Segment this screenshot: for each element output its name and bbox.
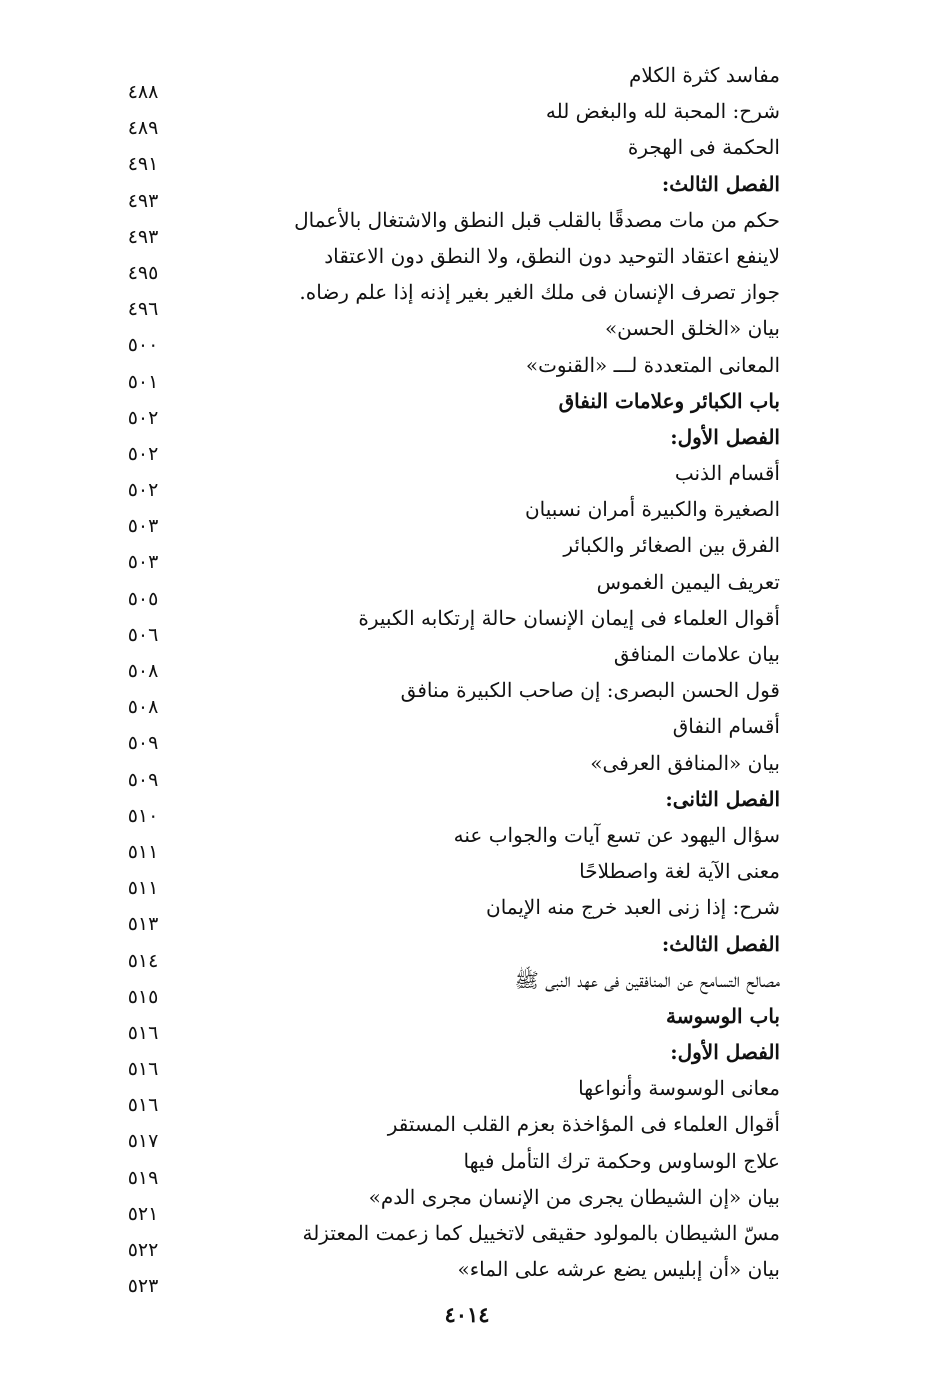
entry-title: مصالح التسامح عن المنافقين فى عهد النبى ﷺ: [514, 967, 780, 992]
toc-entry-row: [100, 1180, 780, 1225]
toc-entry-row: [100, 348, 780, 393]
entry-title: تعريف اليمين الغموس: [596, 569, 780, 594]
section-heading: الفصل الأول:: [670, 1040, 780, 1065]
toc-entry-row: [100, 130, 780, 176]
toc-entry-row: [100, 528, 780, 574]
section-heading: الفصل الأول:: [670, 424, 780, 449]
toc-heading-row: [100, 782, 780, 827]
toc-entry-row: [100, 1216, 780, 1261]
entry-title: شرح: إذا زنى العبد خرج منه الإيمان: [486, 895, 780, 920]
toc-heading-row: [100, 1035, 780, 1081]
section-heading: الفصل الثالث:: [661, 171, 780, 196]
entry-page-number: ٥٢٢: [127, 1239, 159, 1261]
entry-page-number: ٥١٧: [127, 1130, 159, 1153]
entry-title: شرح: المحبة لله والبغض لله: [545, 99, 780, 124]
entry-page-number: ٥٠٣: [127, 551, 159, 574]
entry-page-number: ٤٨٩: [127, 117, 159, 140]
entry-page-number: ٥٠٣: [127, 515, 159, 538]
entry-page-number: ٤٩٥: [127, 261, 159, 284]
toc-entry-row: [100, 311, 780, 357]
entry-title: معانى الوسوسة وأنواعها: [578, 1076, 780, 1101]
entry-page-number: ٥٠٥: [127, 587, 159, 610]
entry-page-number: ٥٠٢: [127, 442, 159, 465]
entry-title: جواز تصرف الإنسان فى ملك الغير بغير إذنه إذا علم رضاه.: [299, 280, 780, 305]
toc-entry-row: [100, 709, 780, 755]
entry-page-number: ٥٠٨: [127, 660, 159, 682]
entry-page-number: ٤٩٣: [127, 189, 159, 212]
entry-title: المعانى المتعددة لـــ «القنوت»: [525, 352, 780, 377]
entry-title: أقوال العلماء فى إيمان الإنسان حالة إرتكابه الكبيرة: [358, 605, 780, 630]
toc-heading-row: [100, 384, 780, 429]
toc-entry-row: [100, 1252, 780, 1298]
entry-page-number: ٥٠٢: [127, 406, 159, 429]
toc-entry-row: [100, 1144, 780, 1189]
toc-entry-row: [100, 58, 780, 103]
entry-title: أقسام النفاق: [672, 714, 780, 739]
entry-title: بيان علامات المنافق: [613, 642, 780, 666]
table-of-contents: [100, 58, 780, 1298]
toc-entry-row: [100, 492, 780, 538]
section-heading: باب الوسوسة: [665, 1003, 780, 1028]
toc-entry-row: [100, 637, 780, 682]
entry-page-number: ٥١٤: [127, 949, 159, 972]
toc-entry-row: [100, 673, 780, 719]
toc-heading-row: [100, 927, 780, 972]
toc-entry-row: [100, 963, 780, 1008]
toc-entry-row: [100, 239, 780, 284]
entry-page-number: ٥٠٠: [127, 334, 159, 357]
entry-title: مفاسد كثرة الكلام: [629, 63, 780, 87]
entry-page-number: ٥٠٩: [127, 768, 159, 791]
toc-entry-row: [100, 565, 780, 610]
toc-entry-row: [100, 818, 780, 863]
toc-entry-row: [100, 854, 780, 900]
entry-title: الفرق بين الصغائر والكبائر: [563, 533, 780, 558]
entry-title: علاج الوساوس وحكمة ترك التأمل فيها: [463, 1148, 780, 1173]
entry-title: الصغيرة والكبيرة أمران نسبيان: [524, 497, 780, 522]
entry-page-number: ٤٩٣: [127, 225, 159, 248]
entry-page-number: ٥٠٩: [127, 732, 159, 755]
section-heading: الفصل الثانى:: [665, 786, 780, 811]
toc-entry-row: [100, 275, 780, 321]
entry-title: معنى الآية لغة واصطلاحًا: [579, 859, 780, 884]
toc-entry-row: [100, 746, 780, 791]
toc-heading-row: [100, 420, 780, 465]
entry-page-number: ٥١٩: [127, 1166, 159, 1189]
toc-entry-row: [100, 456, 780, 502]
entry-title: الحكمة فى الهجرة: [627, 135, 780, 160]
entry-title: أقسام الذنب: [674, 461, 780, 486]
toc-entry-row: [100, 1071, 780, 1117]
toc-entry-row: [100, 601, 780, 646]
entry-title: بيان «أن إبليس يضع عرشه على الماء»: [457, 1257, 780, 1282]
entry-page-number: ٥١١: [127, 840, 159, 863]
entry-title: أقوال العلماء فى المؤاخذة بعزم القلب المستقر: [387, 1112, 780, 1137]
toc-entry-row: [100, 890, 780, 936]
entry-title: سؤال اليهود عن تسع آيات والجواب عنه: [453, 822, 780, 847]
entry-title: بيان «المنافق العرفى»: [590, 750, 780, 775]
entry-title: قول الحسن البصرى: إن صاحب الكبيرة منافق: [400, 678, 780, 703]
entry-page-number: ٥٠٦: [127, 623, 159, 646]
entry-page-number: ٥١٠: [127, 804, 159, 827]
entry-title: بيان «الخلق الحسن»: [604, 316, 780, 341]
entry-page-number: ٥١٣: [127, 913, 159, 936]
entry-page-number: ٥٠١: [127, 370, 159, 393]
entry-page-number: ٤٨٨: [127, 81, 159, 103]
toc-entry-row: [100, 94, 780, 140]
entry-page-number: ٥١١: [127, 877, 159, 900]
page-number: ٤٠١٤: [444, 1302, 490, 1327]
entry-page-number: ٥١٦: [127, 1094, 159, 1117]
toc-heading-row: [100, 999, 780, 1044]
entry-title: حكم من مات مصدقًا بالقلب قبل النطق والاشتغال بالأعمال: [294, 207, 780, 232]
entry-page-number: ٥٠٢: [127, 479, 159, 502]
toc-heading-row: [100, 167, 780, 212]
entry-page-number: ٥١٦: [127, 1058, 159, 1081]
toc-entry-row: [100, 203, 780, 248]
section-heading: باب الكبائر وعلامات النفاق: [558, 388, 780, 413]
entry-title: بيان «إن الشيطان يجرى من الإنسان مجرى الدم»: [368, 1184, 780, 1209]
entry-page-number: ٥١٥: [127, 985, 159, 1008]
toc-entry-row: [100, 1107, 780, 1153]
entry-title: مسّ الشيطان بالمولود حقيقى لاتخييل كما زعمت المعتزلة: [302, 1221, 780, 1245]
entry-page-number: ٤٩١: [127, 153, 159, 176]
entry-title: لاينفع اعتقاد التوحيد دون النطق، ولا النطق دون الاعتقاد: [324, 243, 780, 268]
entry-page-number: ٥٢١: [127, 1202, 159, 1225]
entry-page-number: ٥٠٨: [127, 696, 159, 719]
section-heading: الفصل الثالث:: [661, 931, 780, 956]
entry-page-number: ٥١٦: [127, 1021, 159, 1044]
entry-page-number: ٤٩٦: [127, 298, 159, 321]
entry-page-number: ٥٢٣: [127, 1275, 159, 1298]
